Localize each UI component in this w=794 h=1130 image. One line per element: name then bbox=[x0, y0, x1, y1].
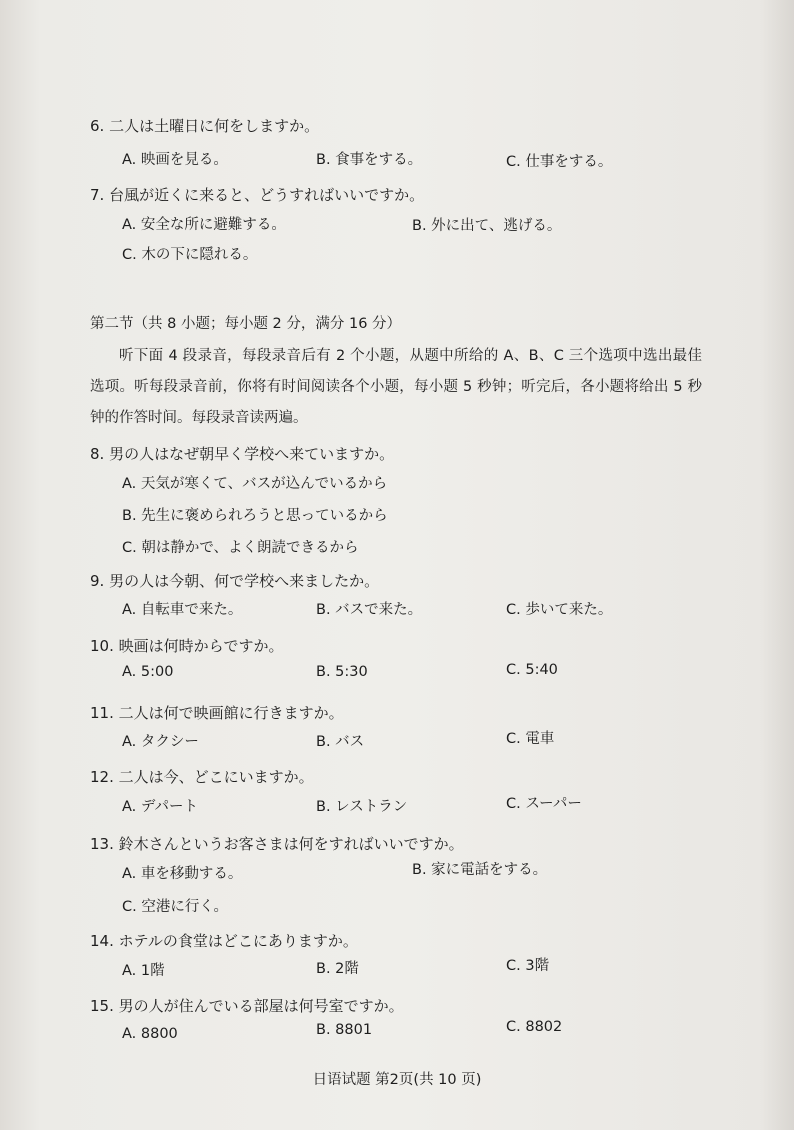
question-number: 12. bbox=[90, 768, 114, 786]
question-14 bbox=[90, 930, 358, 951]
question-text: 男の人はなぜ朝早く学校へ来ていますか。 bbox=[109, 445, 395, 463]
option-9-a: A. 自転車で来た。 bbox=[122, 602, 243, 618]
question-12 bbox=[90, 766, 314, 787]
option-13-a: A. 車を移動する。 bbox=[122, 866, 243, 882]
question-11 bbox=[90, 702, 344, 723]
question-text: 映画は何時からですか。 bbox=[118, 637, 284, 655]
question-8 bbox=[90, 443, 394, 464]
question-text: 二人は今、どこにいますか。 bbox=[118, 768, 314, 786]
page-footer: 日语试题 第2页(共 10 页) bbox=[312, 1072, 482, 1088]
option-15-c: C. 8802 bbox=[506, 1019, 563, 1035]
question-number: 14. bbox=[90, 932, 114, 950]
option-10-a: A. 5:00 bbox=[122, 664, 174, 680]
option-11-c: C. 電車 bbox=[506, 731, 555, 747]
option-7-b: B. 外に出て、逃げる。 bbox=[412, 218, 562, 234]
question-number: 7. bbox=[90, 186, 105, 204]
question-7 bbox=[90, 184, 424, 205]
option-11-a: A. タクシー bbox=[122, 734, 199, 750]
option-15-a: A. 8800 bbox=[122, 1026, 178, 1042]
question-15 bbox=[90, 995, 404, 1016]
option-8-b: B. 先生に褒められろうと思っているから bbox=[122, 508, 388, 524]
option-14-b: B. 2階 bbox=[316, 961, 359, 977]
option-7-c: C. 木の下に隠れる。 bbox=[122, 247, 258, 263]
option-10-c: C. 5:40 bbox=[506, 662, 558, 678]
question-text: 男の人は今朝、何で学校へ来ましたか。 bbox=[109, 572, 380, 590]
question-number: 11. bbox=[90, 704, 114, 722]
question-10 bbox=[90, 635, 284, 656]
question-text: 台風が近くに来ると、どうすればいいですか。 bbox=[109, 186, 425, 204]
question-text: 二人は土曜日に何をしますか。 bbox=[109, 117, 320, 135]
option-13-b: B. 家に電話をする。 bbox=[412, 862, 548, 878]
question-number: 8. bbox=[90, 445, 105, 463]
option-8-a: A. 天気が寒くて、バスが込んでいるから bbox=[122, 476, 388, 492]
question-text: 男の人が住んでいる部屋は何号室ですか。 bbox=[118, 997, 404, 1015]
question-number: 13. bbox=[90, 835, 114, 853]
option-9-c: C. 歩いて来た。 bbox=[506, 602, 613, 618]
question-text: ホテルの食堂はどこにありますか。 bbox=[118, 932, 358, 950]
option-14-a: A. 1階 bbox=[122, 963, 165, 979]
option-10-b: B. 5:30 bbox=[316, 664, 368, 680]
option-6-c: C. 仕事をする。 bbox=[506, 154, 613, 170]
question-number: 15. bbox=[90, 997, 114, 1015]
option-13-c: C. 空港に行く。 bbox=[122, 899, 229, 915]
option-6-b: B. 食事をする。 bbox=[316, 152, 423, 168]
option-12-a: A. デパート bbox=[122, 799, 199, 815]
option-8-c: C. 朝は静かで、よく朗読できるから bbox=[122, 540, 359, 556]
question-13 bbox=[90, 833, 464, 854]
option-14-c: C. 3階 bbox=[506, 958, 550, 974]
section-title: 第二节（共 8 小题；每小题 2 分，满分 16 分） bbox=[90, 316, 402, 332]
question-text: 鈴木さんというお客さまは何をすればいいですか。 bbox=[118, 835, 464, 853]
question-9 bbox=[90, 570, 379, 591]
question-text: 二人は何で映画館に行きますか。 bbox=[118, 704, 344, 722]
option-15-b: B. 8801 bbox=[316, 1022, 373, 1038]
section-instructions: 听下面 4 段录音，每段录音后有 2 个小题，从题中所给的 A、B、C 三个选项中选出最佳选项。听每段录音前，你将有时间阅读各个小题，每小题 5 秒钟；听完后，各小题将给出 5 秒钟的作答时间。每段录音读两遍。 bbox=[90, 348, 702, 426]
question-number: 9. bbox=[90, 572, 105, 590]
option-12-b: B. レストラン bbox=[316, 799, 408, 815]
option-9-b: B. バスで来た。 bbox=[316, 602, 423, 618]
option-6-a: A. 映画を見る。 bbox=[122, 152, 228, 168]
question-6 bbox=[90, 115, 319, 136]
question-number: 6. bbox=[90, 117, 105, 135]
option-11-b: B. バス bbox=[316, 734, 365, 750]
question-number: 10. bbox=[90, 637, 114, 655]
option-7-a: A. 安全な所に避難する。 bbox=[122, 217, 286, 233]
option-12-c: C. スーパー bbox=[506, 796, 582, 812]
